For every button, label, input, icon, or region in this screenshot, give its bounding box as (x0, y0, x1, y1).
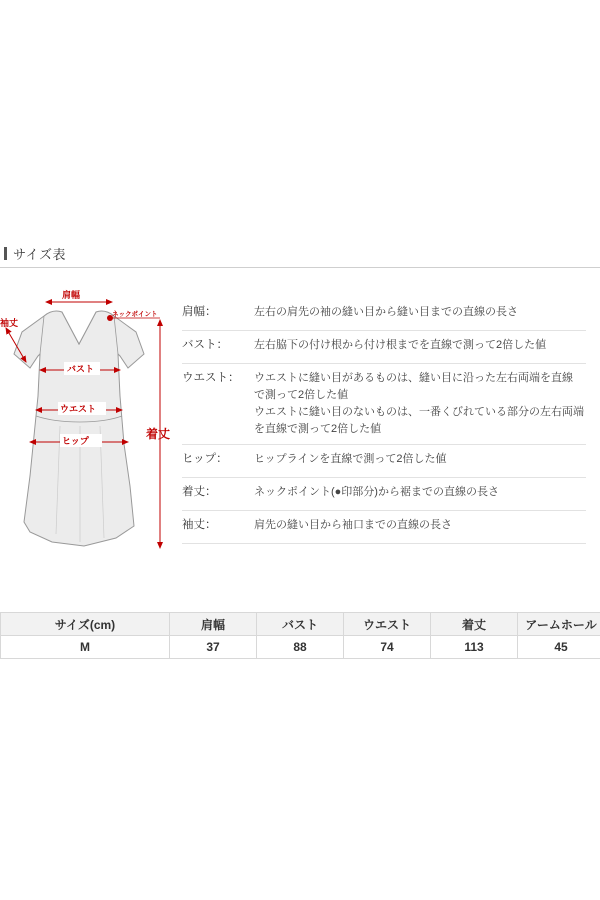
dress-diagram (0, 276, 178, 576)
definition-line: を直線で測って2倍した値 (254, 423, 382, 435)
definition-description (254, 337, 586, 354)
definition-term: 袖丈： (182, 519, 217, 531)
definition-row (182, 478, 586, 511)
definition-row (182, 445, 586, 478)
table-cell: 74 (344, 636, 431, 659)
definition-line: ヒップラインを直線で測って2倍した値 (254, 453, 447, 465)
definition-term: 肩幅： (182, 306, 217, 318)
page-title: サイズ表 (13, 247, 66, 262)
definition-row (182, 511, 586, 544)
definition-line: ウエストに縫い目のないものは、一番くびれている部分の左右両端 (254, 406, 584, 418)
table-cell: 113 (431, 636, 518, 659)
section-heading (0, 240, 600, 268)
definition-line: で測って2倍した値 (254, 389, 349, 401)
table-header-cell: バスト (257, 613, 344, 636)
table-header-row (1, 613, 600, 636)
table-header-cell: 着丈 (431, 613, 518, 636)
definition-description (254, 517, 586, 534)
size-table (0, 612, 600, 659)
label-shoulder: 肩幅 (62, 290, 81, 300)
definition-row (182, 364, 586, 445)
definition-row (182, 298, 586, 331)
table-cell-size: M (1, 636, 170, 659)
table-header-cell: サイズ(cm) (1, 613, 170, 636)
definition-line: 左右の肩先の袖の縫い目から縫い目までの直線の長さ (254, 306, 518, 318)
definition-term: バスト： (182, 339, 228, 351)
label-waist: ウエスト (60, 404, 97, 414)
table-header-cell: 肩幅 (170, 613, 257, 636)
definition-description (254, 484, 586, 501)
label-neck-point: ネックポイント (112, 311, 158, 318)
definition-description (254, 304, 586, 321)
measurement-definitions (182, 298, 586, 544)
table-header-cell: ウエスト (344, 613, 431, 636)
definition-line: ネックポイント(●印部分)から裾までの直線の長さ (254, 486, 499, 498)
label-bust: バスト (67, 364, 95, 374)
dress-shape (14, 311, 144, 546)
definition-description (254, 370, 586, 438)
definition-term: ウエスト： (182, 372, 240, 384)
table-header-cell: アームホール (518, 613, 600, 636)
table-cell: 37 (170, 636, 257, 659)
heading-bar-icon (4, 247, 7, 260)
label-sleeve: 袖丈 (0, 318, 19, 328)
definition-term: 着丈： (182, 486, 217, 498)
definition-row (182, 331, 586, 364)
label-length: 着丈 (146, 427, 171, 441)
table-cell: 45 (518, 636, 600, 659)
definition-term: ヒップ： (182, 453, 228, 465)
definition-line: 左右脇下の付け根から付け根までを直線で測って2倍した値 (254, 339, 547, 351)
definition-line: 肩先の縫い目から袖口までの直線の長さ (254, 519, 452, 531)
table-cell: 88 (257, 636, 344, 659)
label-hip: ヒップ (62, 436, 89, 446)
definition-description (254, 451, 586, 468)
definition-line: ウエストに縫い目があるものは、縫い目に沿った左右両端を直線 (254, 372, 573, 384)
table-row (1, 636, 600, 659)
measurement-guide (0, 276, 600, 576)
